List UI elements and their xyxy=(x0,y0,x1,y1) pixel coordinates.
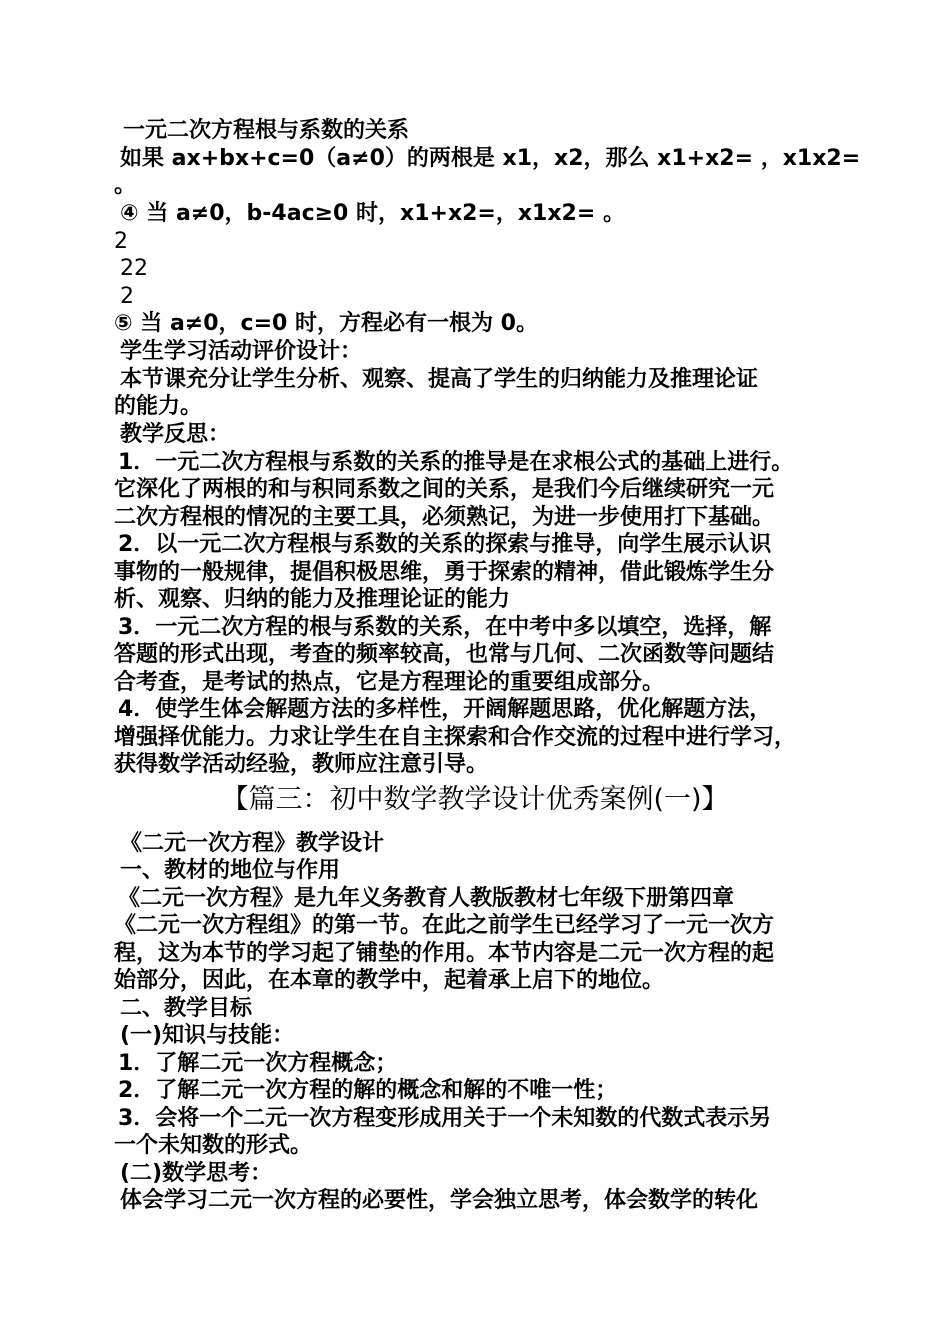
paragraph-line: 析、观察、归纳的能力及推理论证的能力 xyxy=(114,587,511,612)
paragraph-line: 程，这为本节的学习起了铺垫的作用。本节内容是二元一次方程的起 xyxy=(114,941,775,966)
section-heading: 二、教学目标 xyxy=(120,996,253,1021)
section-heading: 教学反思： xyxy=(120,422,231,447)
section-heading: 一元二次方程根与系数的关系 xyxy=(123,118,410,143)
paragraph-line: 4．使学生体会解题方法的多样性，开阔解题思路，优化解题方法， xyxy=(118,697,772,722)
paragraph-line: 增强择优能力。力求让学生在自主探索和合作交流的过程中进行学习， xyxy=(114,725,797,750)
superscript-residue: 22 xyxy=(120,256,148,281)
section-heading: 学生学习活动评价设计： xyxy=(120,339,363,364)
list-item: 1．了解二元一次方程概念； xyxy=(118,1051,398,1076)
superscript-residue: 2 xyxy=(120,284,134,309)
list-item: 一个未知数的形式。 xyxy=(114,1133,313,1158)
paragraph-line: 它深化了两根的和与积同系数之间的关系，是我们今后继续研究一元 xyxy=(114,477,775,502)
paragraph-line: 始部分，因此，在本章的教学中，起着承上启下的地位。 xyxy=(114,968,665,993)
paragraph-line: 《二元一次方程组》的第一节。在此之前学生已经学习了一元一次方 xyxy=(114,913,775,938)
section-heading: 一、教材的地位与作用 xyxy=(120,858,341,883)
subsection-heading: (一)知识与技能： xyxy=(120,1023,295,1048)
paragraph-line: 事物的一般规律，提倡积极思维，勇于探索的精神，借此锻炼学生分 xyxy=(114,560,775,585)
list-item: 2．了解二元一次方程的解的概念和解的不唯一性； xyxy=(118,1078,618,1103)
subsection-heading: (二)数学思考： xyxy=(120,1161,273,1186)
paragraph-line: 体会学习二元一次方程的必要性，学会独立思考，体会数学的转化 xyxy=(120,1188,759,1213)
design-title: 《二元一次方程》教学设计 xyxy=(120,831,385,856)
paragraph-line: 合考查，是考试的热点，它是方程理论的重要组成部分。 xyxy=(114,670,665,695)
paragraph-line: 《二元一次方程》是九年义务教育人教版教材七年级下册第四章 xyxy=(118,886,735,911)
formula-line: ④ 当 a≠0，b-4ac≥0 时，x1+x2=，x1x2= 。 xyxy=(120,201,625,226)
list-item: 3．会将一个二元一次方程变形成用关于一个未知数的代数式表示另 xyxy=(118,1106,772,1131)
formula-line-end: 。 xyxy=(114,173,137,198)
paragraph-line: 3．一元二次方程的根与系数的关系，在中考中多以填空，选择，解 xyxy=(118,615,772,640)
superscript-residue: 2 xyxy=(114,229,128,254)
formula-line: 如果 ax+bx+c=0（a≠0）的两根是 x1，x2，那么 x1+x2= ，x1x2= xyxy=(120,146,861,171)
paragraph-line: 2．以一元二次方程根与系数的关系的探索与推导，向学生展示认识 xyxy=(118,532,772,557)
chapter-title: 【篇三：初中数学教学设计优秀案例(一)】 xyxy=(221,784,729,815)
paragraph-line: 答题的形式出现，考查的频率较高，也常与几何、二次函数等问题结 xyxy=(114,642,775,667)
paragraph-line: 本节课充分让学生分析、观察、提高了学生的归纳能力及推理论证 xyxy=(120,367,759,392)
paragraph-line: 的能力。 xyxy=(114,394,203,419)
formula-line: ⑤ 当 a≠0，c=0 时，方程必有一根为 0。 xyxy=(114,311,538,336)
paragraph-line: 1．一元二次方程根与系数的关系的推导是在求根公式的基础上进行。 xyxy=(118,450,794,475)
paragraph-line: 二次方程根的情况的主要工具，必须熟记，为进一步使用打下基础。 xyxy=(114,505,775,530)
paragraph-line: 获得数学活动经验，教师应注意引导。 xyxy=(114,752,489,777)
